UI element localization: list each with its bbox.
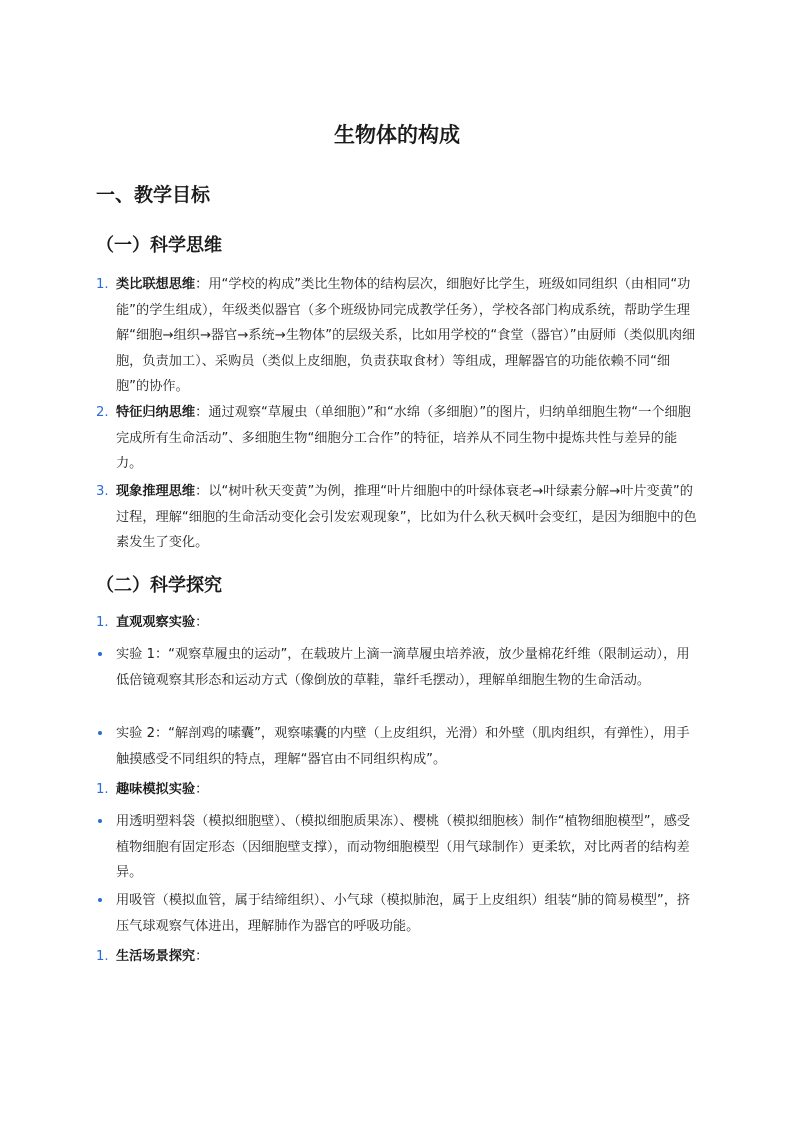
bullet-icon: [98, 898, 102, 902]
bullet-list-item: [96, 721, 700, 772]
list-item-term: 特征归纳思维: [116, 405, 196, 420]
list-item-term: 生活场景探究: [116, 949, 196, 964]
numbered-list-item: [96, 272, 700, 400]
list-number: 2.: [96, 405, 109, 420]
numbered-list-item: [96, 400, 700, 477]
list-item-separator: ：: [195, 484, 209, 499]
list-item-term: 现象推理思维: [116, 484, 196, 499]
list-item-text: 通过观察“草履虫（单细胞）”和“水绵（多细胞）”的图片，归纳单细胞生物“一个细胞完成所有生命活动”、多细胞生物“细胞分工合作”的特征，培养从不同生物中提炼共性与差异的能力。: [116, 405, 691, 471]
list-item-separator: ：: [195, 782, 209, 797]
inquiry-group-header: [96, 777, 700, 803]
list-item-separator: ：: [195, 405, 209, 420]
bullet-icon: [98, 731, 102, 735]
list-item-term: 直观观察实验: [116, 615, 196, 630]
subsection-heading-science-inquiry: （二）科学探究: [96, 575, 222, 596]
bullet-icon: [98, 819, 102, 823]
bullet-list-item: [96, 642, 700, 693]
bullet-icon: [98, 652, 102, 656]
bullet-list-item: [96, 888, 700, 939]
numbered-list-item: [96, 479, 700, 556]
list-item-text: 以“树叶秋天变黄”为例，推理“叶片细胞中的叶绿体衰老→叶绿素分解→叶片变黄”的过程，理解“细胞的生命活动变化会引发宏观现象”，比如为什么秋天枫叶会变红，是因为细胞中的色素发生了变化。: [116, 484, 697, 550]
list-item-text: 用“学校的构成”类比生物体的结构层次，细胞好比学生，班级如同组织（由相同“功能”的学生组成），年级类似器官（多个班级协同完成教学任务），学校各部门构成系统，帮助学生理解“细胞→组织→器官→系统→生物体”的层级关系，比如用学校的“食堂（器官）”由厨师（类似肌肉细胞，负责加工）、采购员（类似上皮细胞，负责获取食材）等组成，理解器官的功能依赖不同“细胞”的协作。: [116, 277, 696, 394]
list-item-separator: ：: [195, 277, 209, 292]
list-number: 1.: [96, 615, 109, 630]
bullet-text: 实验 2：“解剖鸡的嗉囊”，观察嗉囊的内壁（上皮组织，光滑）和外壁（肌肉组织，有弹性），用手触摸感受不同组织的特点，理解“器官由不同组织构成”。: [116, 726, 690, 767]
list-item-separator: ：: [195, 949, 209, 964]
list-number: 3.: [96, 484, 109, 499]
list-number: 1.: [96, 782, 109, 797]
bullet-text: 用透明塑料袋（模拟细胞壁）、（模拟细胞质果冻）、樱桃（模拟细胞核）制作“植物细胞模型”，感受植物细胞有固定形态（因细胞壁支撑），而动物细胞模型（用气球制作）更柔软，对比两者的结构差异。: [116, 814, 691, 880]
inquiry-group-header: [96, 944, 700, 970]
bullet-list-item: [96, 809, 700, 886]
page-title: 生物体的构成: [334, 123, 460, 147]
bullet-text: 实验 1：“观察草履虫的运动”，在载玻片上滴一滴草履虫培养液，放少量棉花纤维（限制运动），用低倍镜观察其形态和运动方式（像倒放的草鞋，靠纤毛摆动），理解单细胞生物的生命活动。: [116, 647, 690, 688]
list-number: 1.: [96, 949, 109, 964]
list-item-term: 类比联想思维: [116, 277, 196, 292]
list-item-term: 趣味模拟实验: [116, 782, 196, 797]
subsection-heading-science-thinking: （一）科学思维: [96, 235, 222, 256]
bullet-text: 用吸管（模拟血管，属于结缔组织）、小气球（模拟肺泡，属于上皮组织）组装“肺的简易模型”，挤压气球观察气体进出，理解肺作为器官的呼吸功能。: [116, 893, 691, 934]
list-item-separator: ：: [195, 615, 209, 630]
section-heading-teaching-goals: 一、教学目标: [96, 184, 211, 206]
inquiry-group-header: [96, 610, 700, 636]
list-number: 1.: [96, 277, 109, 292]
